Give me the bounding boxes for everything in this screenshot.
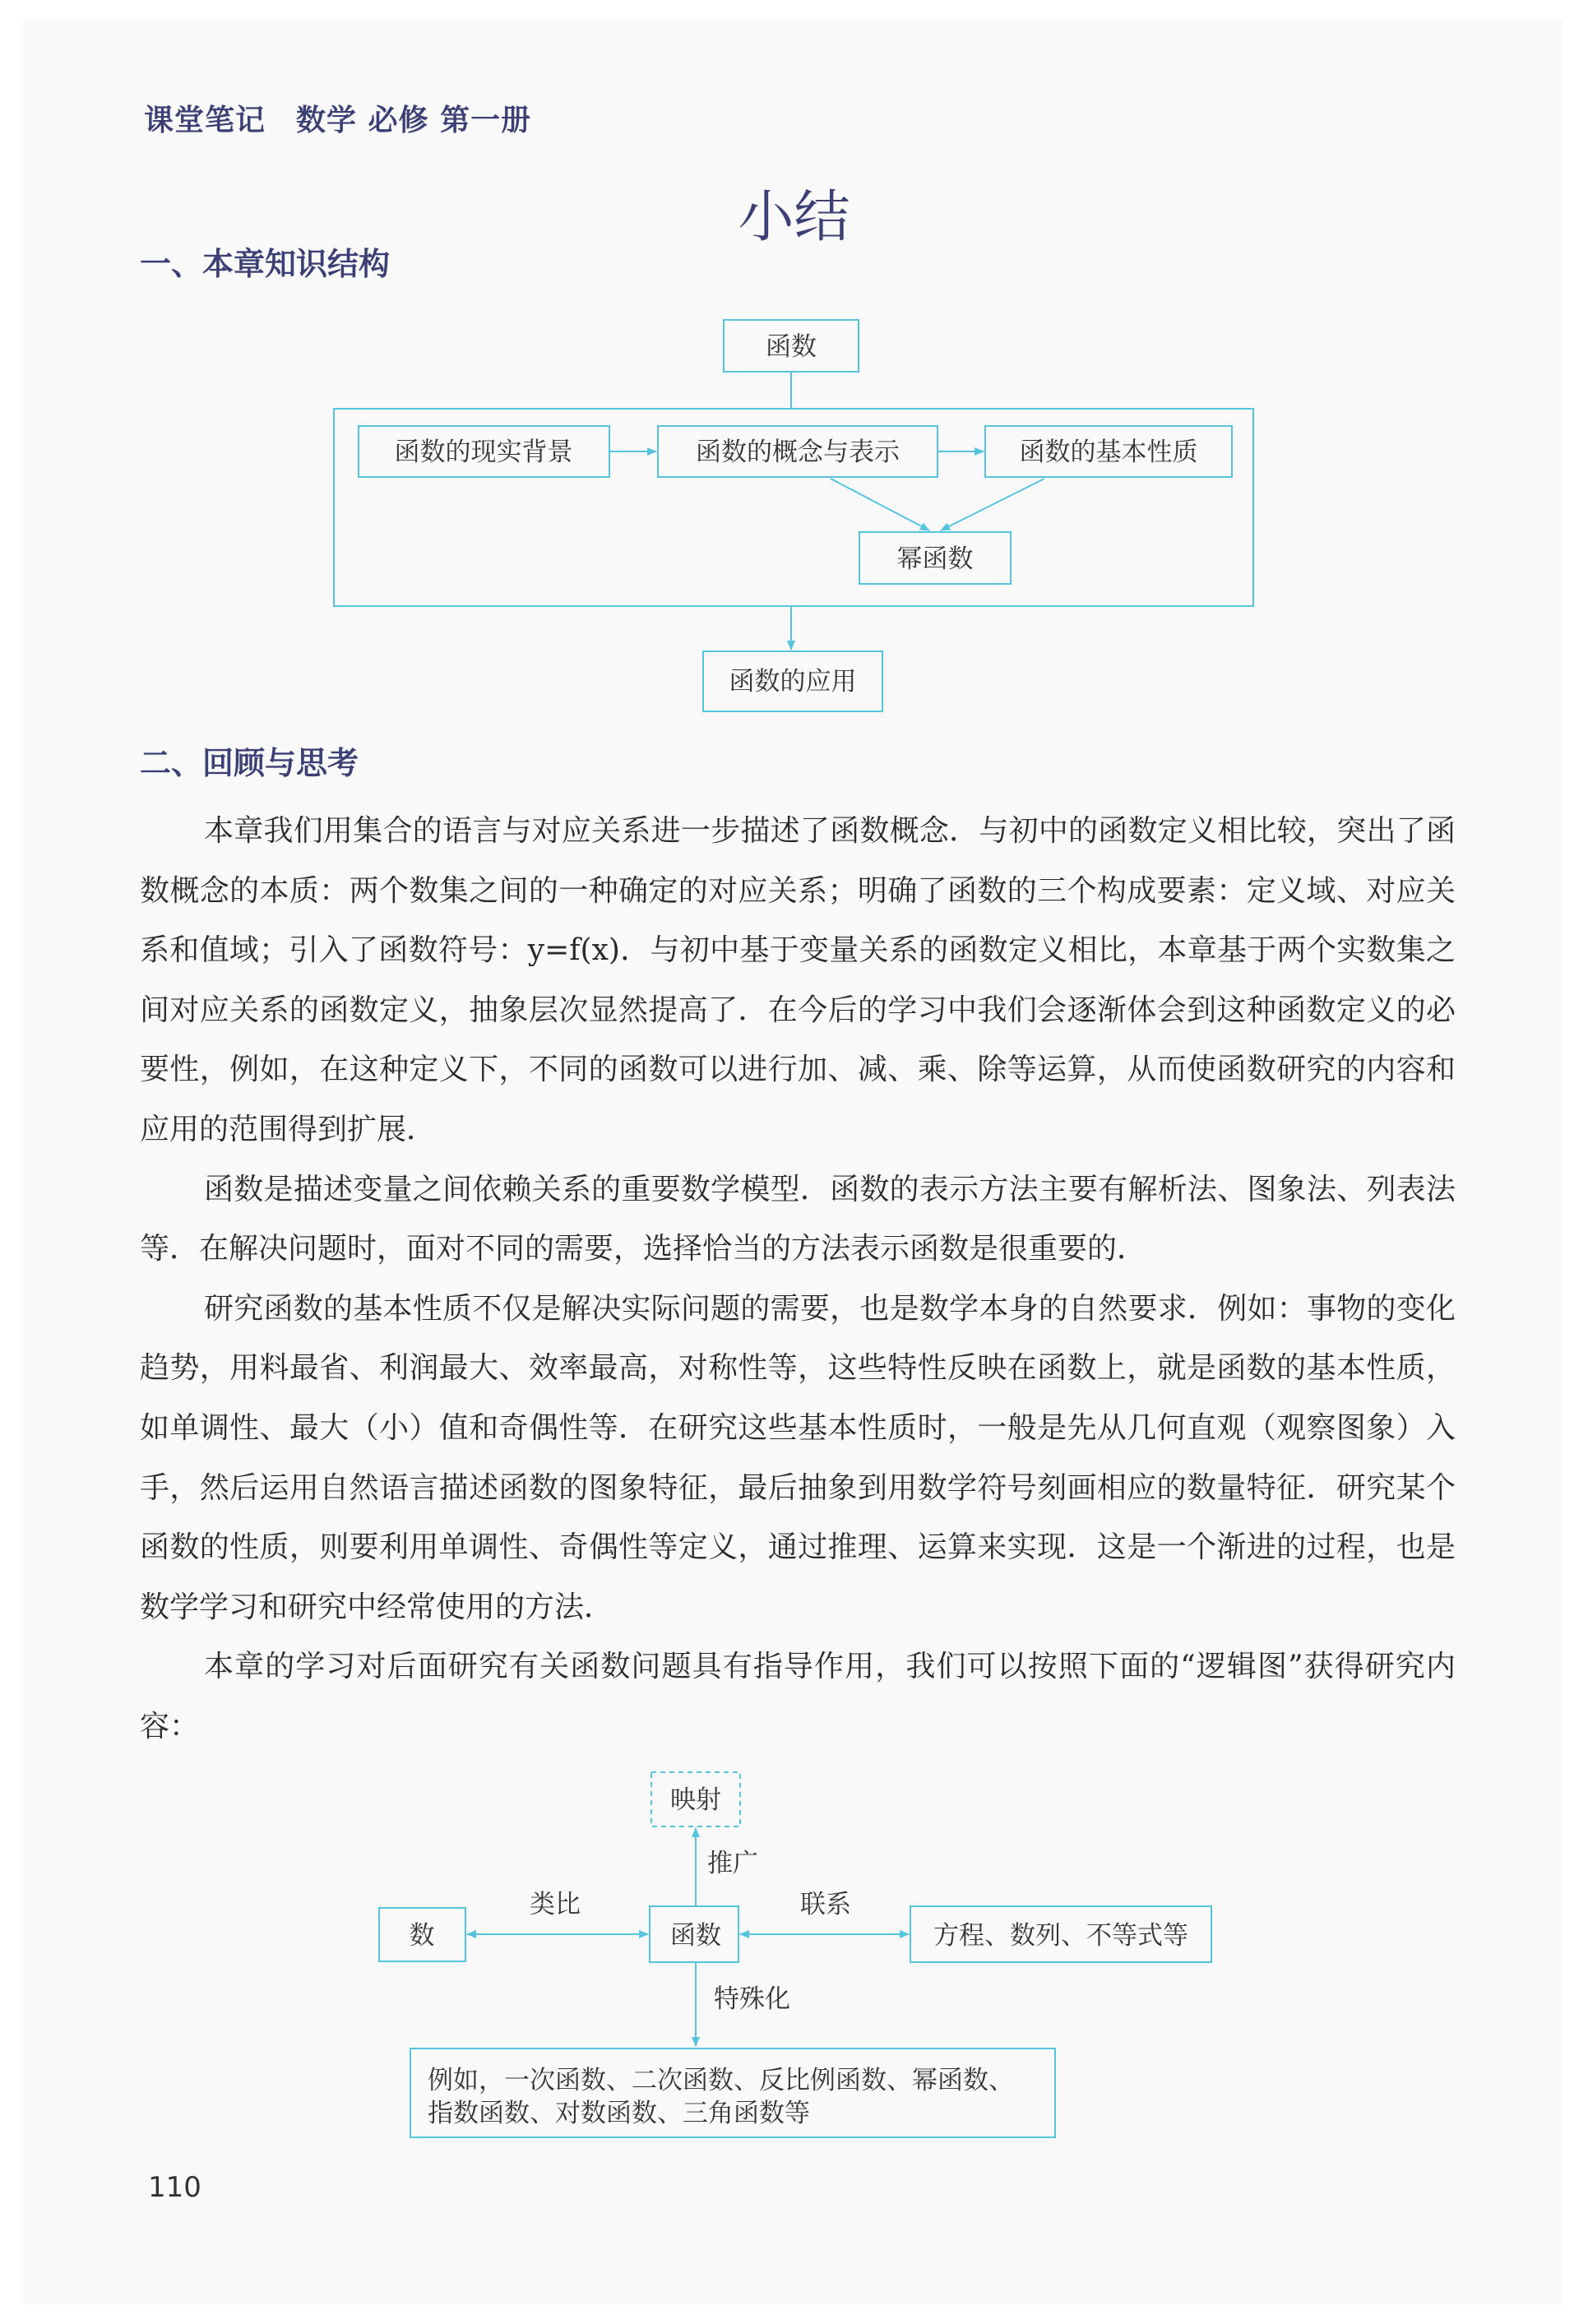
node-equations: 方程、数列、不等式等 (933, 1921, 1188, 1951)
section-title-structure: 一、本章知识结构 (140, 245, 391, 282)
paragraph-1: 本章我们用集合的语言与对应关系进一步描述了函数概念．与初中的函数定义相比较，突出了函数概念的本质：两个数集之间的一种确定的对应关系；明确了函数的三个构成要素：定义域、对应关系和值域；引入了函数符号：y=f(x)．与初中基于变量关系的函数定义相比，本章基于两个实数集之间对应关系的函数定义，抽象层次显然提高了．在今后的学习中我们会逐渐体会到这种函数定义的必要性，例如，在这种定义下，不同的函数可以进行加、减、乘、除等运算，从而使函数研究的内容和应用的范围得到扩展． (140, 814, 1456, 1146)
page-number: 110 (148, 2171, 201, 2204)
node-background: 函数的现实背景 (394, 437, 573, 467)
node-power: 幂函数 (896, 544, 974, 574)
node-application: 函数的应用 (729, 667, 857, 697)
label-connection: 联系 (800, 1890, 851, 1919)
node-properties: 函数的基本性质 (1019, 437, 1198, 467)
node-function-2: 函数 (670, 1921, 721, 1951)
examples-box (410, 2048, 1056, 2138)
paragraph-2: 函数是描述变量之间依赖关系的重要数学模型．函数的表示方法主要有解析法、图象法、列表法等．在解决问题时，面对不同的需要，选择恰当的方法表示函数是很重要的． (140, 1172, 1456, 1266)
label-analogy: 类比 (530, 1890, 581, 1919)
label-generalize: 推广 (707, 1849, 758, 1878)
node-number: 数 (409, 1921, 435, 1951)
examples-line-1: 例如，一次函数、二次函数、反比例函数、幂函数、 (428, 2066, 1014, 2095)
node-mapping: 映射 (670, 1785, 721, 1815)
running-header: 课堂笔记 数学 必修 第一册 (144, 104, 532, 137)
paragraph-3: 研究函数的基本性质不仅是解决实际问题的需要，也是数学本身的自然要求．例如：事物的变化趋势，用料最省、利润最大、效率最高，对称性等，这些特性反映在函数上，就是函数的基本性质，如单调性、最大（小）值和奇偶性等．在研究这些基本性质时，一般是先从几何直观（观察图象）入手，然后运用自然语言描述函数的图象特征，最后抽象到用数学符号刻画相应的数量特征．研究某个函数的性质，则要利用单调性、奇偶性等定义，通过推理、运算来实现．这是一个渐进的过程，也是数学学习和研究中经常使用的方法． (140, 1291, 1456, 1624)
paragraph-4: 本章的学习对后面研究有关函数问题具有指导作用，我们可以按照下面的“逻辑图”获得研究内容： (140, 1650, 1456, 1743)
section-title-review: 二、回顾与思考 (140, 744, 359, 781)
label-specialize: 特殊化 (714, 1984, 790, 2014)
node-concept: 函数的概念与表示 (696, 437, 900, 467)
page-title: 小结 (738, 185, 850, 250)
node-function: 函数 (766, 332, 817, 362)
examples-line-2: 指数函数、对数函数、三角函数等 (428, 2099, 810, 2128)
